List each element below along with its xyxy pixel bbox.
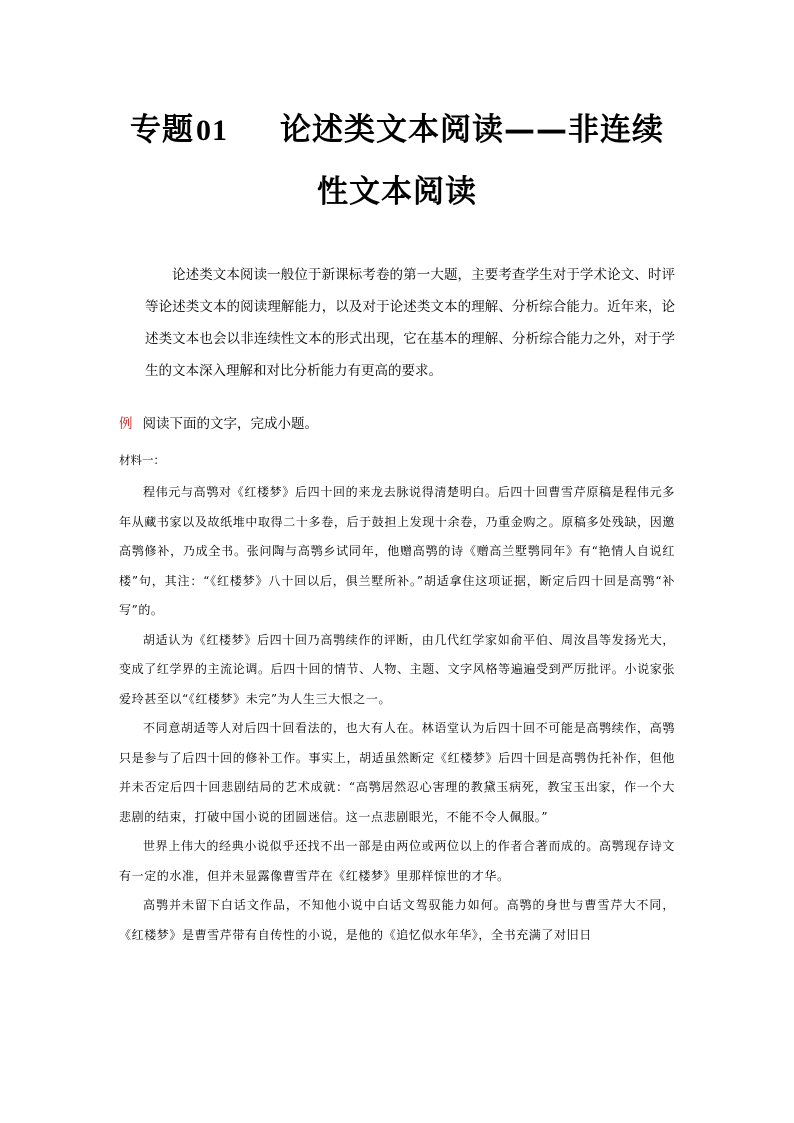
material-paragraph: 胡适认为《红楼梦》后四十回乃高鹗续作的评断，由几代红学家如俞平伯、周汝昌等发扬光大，变成了红学界的主流论调。后四十回的情节、人物、主题、文字风格等遍遍受到严厉批评。小说家张爱玲甚至以“《红楼梦》未完”为人生三大恨之一。 (119, 632, 675, 706)
topic-number: 01 (196, 114, 228, 147)
title-prefix: 专题 (130, 112, 194, 148)
document-title-line2: 性文本阅读 (317, 174, 477, 210)
material-paragraph: 世界上伟大的经典小说似乎还找不出一部是由两位或两位以上的作者合著而成的。高鹗现存诗文有一定的水准，但并未显露像曹雪芹在《红楼梦》里那样惊世的才华。 (119, 839, 675, 883)
example-tag: 例 (119, 416, 133, 432)
material-label: 材料一： (119, 453, 165, 467)
material-paragraph: 高鹗并未留下白话文作品，不知他小说中白话文驾驭能力如何。高鹗的身世与曹雪芹大不同，《红楼梦》是曹雪芹带有自传性的小说，是他的《追忆似水年华》，全书充满了对旧日 (119, 898, 675, 942)
title-main: 论述类文本阅读——非连续 (280, 112, 664, 148)
document-title-line1 (0, 104, 794, 149)
intro-section (145, 259, 675, 387)
example-prompt: 阅读下面的文字，完成小题。 (142, 416, 318, 432)
material-paragraph: 程伟元与高鹗对《红楼梦》后四十回的来龙去脉说得清楚明白。后四十回曹雪芹原稿是程伟元多年从藏书家以及故纸堆中取得二十多卷，后于鼓担上发现十余卷，乃重金购之。原稿多处残缺，因邀高鹗修补，乃成全书。张问陶与高鹗乡试同年，他赠高鹗的诗《赠高兰墅鹗同年》有“艳情人自说红楼”句，其注：“《红楼梦》八十回以后，俱兰墅所补。”胡适拿住这项证据，断定后四十回是高鹗“补写”的。 (119, 485, 675, 617)
material-paragraph: 不同意胡适等人对后四十回看法的，也大有人在。林语堂认为后四十回不可能是高鹗续作，高鹗只是参与了后四十回的修补工作。事实上，胡适虽然断定《红楼梦》后四十回是高鹗伪托补作，但他并未否定后四十回悲剧结局的艺术成就：“高鹗居然忍心害理的教黛玉病死，教宝玉出家，作一个大悲剧的结束，打破中国小说的团圆迷信。这一点悲剧眼光，不能不令人佩服。” (119, 721, 675, 824)
intro-paragraph: 论述类文本阅读一般位于新课标考卷的第一大题，主要考查学生对于学术论文、时评等论述类文本的阅读理解能力，以及对于论述类文本的理解、分析综合能力。近年来，论述类文本也会以非连续性文本的形式出现，它在基本的理解、分析综合能力之外，对于学生的文本深入理解和对比分析能力有更高的要求。 (145, 267, 675, 379)
example-heading (119, 412, 318, 432)
material-body (119, 478, 675, 950)
